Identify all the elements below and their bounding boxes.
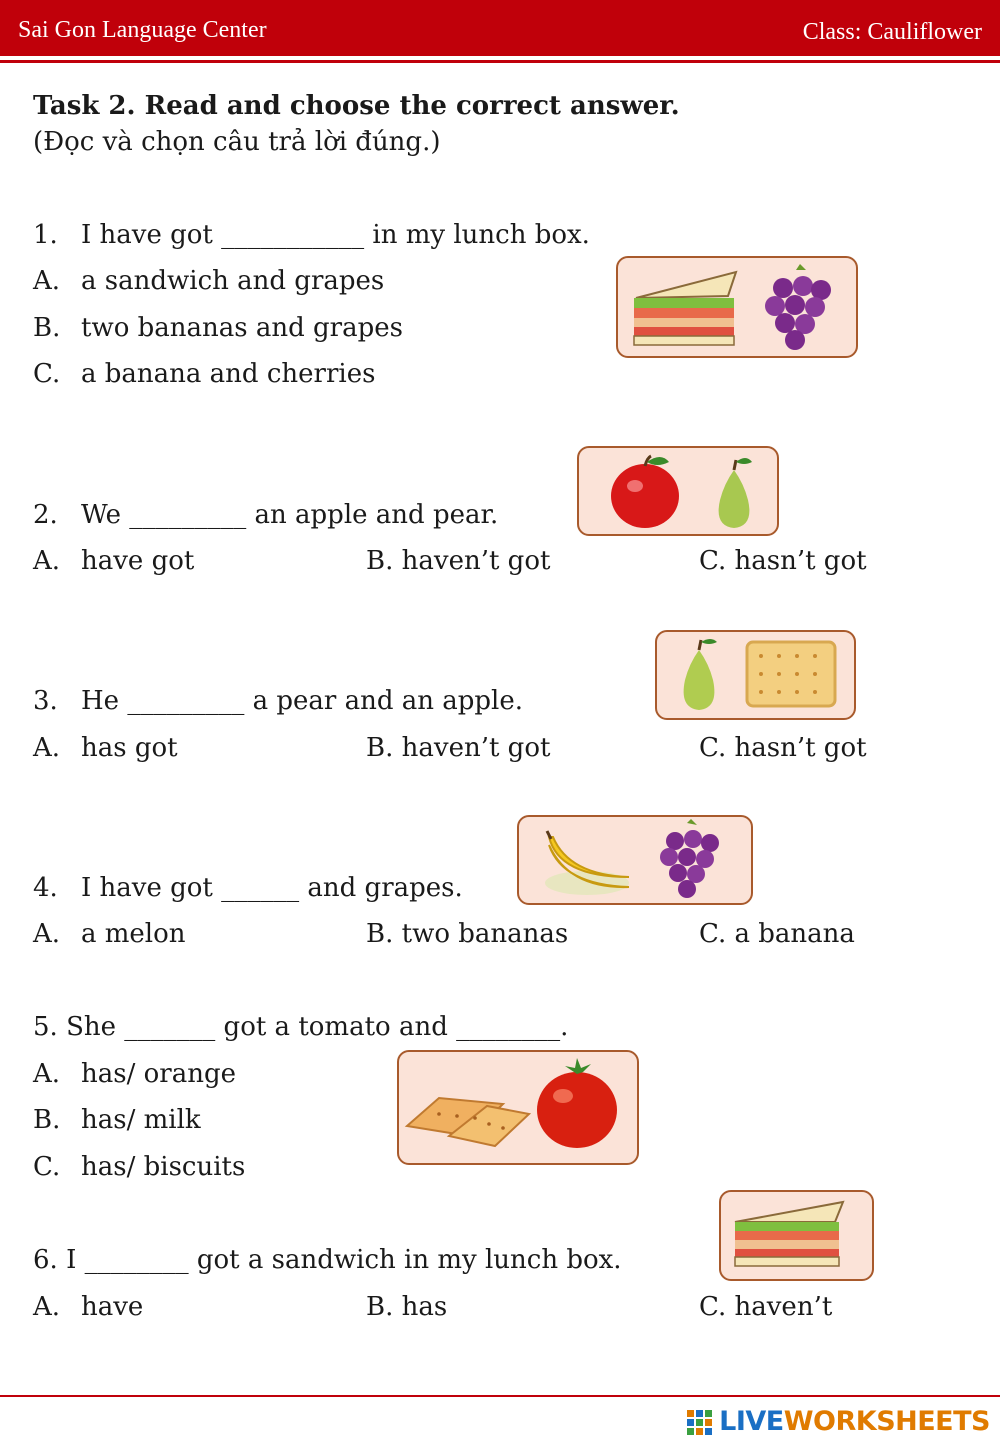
- bananas-icon: [545, 831, 629, 895]
- picture-box-1: [616, 256, 858, 358]
- question-2: [33, 500, 498, 530]
- task-subtitle: (Đọc và chọn câu trả lời đúng.): [33, 127, 441, 157]
- option-2a[interactable]: A. have got: [33, 546, 195, 576]
- biscuits-icon: [407, 1098, 529, 1146]
- question-5: [33, 1012, 568, 1042]
- option-3c[interactable]: C. hasn’t got: [699, 733, 867, 763]
- question-number: 6.: [33, 1245, 58, 1275]
- pear-icon: [684, 639, 717, 710]
- option-6b[interactable]: B. has: [366, 1292, 448, 1322]
- option-5c[interactable]: C. has/ biscuits: [33, 1152, 246, 1182]
- header-divider: [0, 60, 1000, 63]
- option-1b[interactable]: B. two bananas and grapes: [33, 313, 403, 343]
- logo-text-worksheets: WORKSHEETS: [783, 1406, 990, 1437]
- option-2c[interactable]: C. hasn’t got: [699, 546, 867, 576]
- pear-icon: [719, 458, 752, 528]
- sandwich-icon: [634, 272, 736, 345]
- question-text: We _________ an apple and pear.: [81, 500, 499, 530]
- question-text: I ________ got a sandwich in my lunch box.: [66, 1245, 622, 1275]
- tomato-icon: [537, 1058, 617, 1148]
- option-6c[interactable]: C. haven’t: [699, 1292, 833, 1322]
- grapes-icon: [660, 819, 719, 898]
- option-6a[interactable]: A. have: [33, 1292, 144, 1322]
- option-4b[interactable]: B. two bananas: [366, 919, 569, 949]
- option-1c[interactable]: C. a banana and cherries: [33, 359, 376, 389]
- logo-grid-icon: [687, 1410, 713, 1436]
- picture-box-5: [397, 1050, 639, 1165]
- option-4c[interactable]: C. a banana: [699, 919, 855, 949]
- question-number: 1.: [33, 220, 58, 250]
- liveworksheets-logo[interactable]: [719, 1406, 990, 1437]
- apple-icon: [611, 456, 679, 528]
- option-2b[interactable]: B. haven’t got: [366, 546, 551, 576]
- question-4: [33, 873, 463, 903]
- option-1a[interactable]: A. a sandwich and grapes: [33, 266, 385, 296]
- option-4a[interactable]: A. a melon: [33, 919, 186, 949]
- option-5a[interactable]: A. has/ orange: [33, 1059, 236, 1089]
- logo-text-live: LIVE: [719, 1406, 784, 1437]
- question-number: 4.: [33, 873, 58, 903]
- question-number: 2.: [33, 500, 58, 530]
- picture-box-2: [577, 446, 779, 536]
- class-label: Class: Cauliflower: [802, 19, 982, 45]
- question-1: [33, 220, 590, 250]
- picture-box-6: [719, 1190, 874, 1281]
- option-5b[interactable]: B. has/ milk: [33, 1105, 201, 1135]
- option-3b[interactable]: B. haven’t got: [366, 733, 551, 763]
- sandwich-icon: [735, 1202, 843, 1266]
- footer-divider: [0, 1395, 1000, 1397]
- question-text: He _________ a pear and an apple.: [81, 686, 523, 716]
- task-title: Task 2. Read and choose the correct answer.: [33, 91, 680, 121]
- question-6: [33, 1245, 622, 1275]
- option-3a[interactable]: A. has got: [33, 733, 178, 763]
- picture-box-4: [517, 815, 753, 905]
- question-text: She _______ got a tomato and ________.: [66, 1012, 569, 1042]
- biscuit-icon: [747, 642, 835, 706]
- question-text: I have got ______ and grapes.: [81, 873, 463, 903]
- question-number: 5.: [33, 1012, 58, 1042]
- grapes-icon: [765, 264, 831, 350]
- question-text: I have got ___________ in my lunch box.: [81, 220, 590, 250]
- question-3: [33, 686, 523, 716]
- question-number: 3.: [33, 686, 58, 716]
- picture-box-3: [655, 630, 856, 720]
- page-header: [0, 0, 1000, 56]
- center-name: Sai Gon Language Center: [18, 17, 267, 43]
